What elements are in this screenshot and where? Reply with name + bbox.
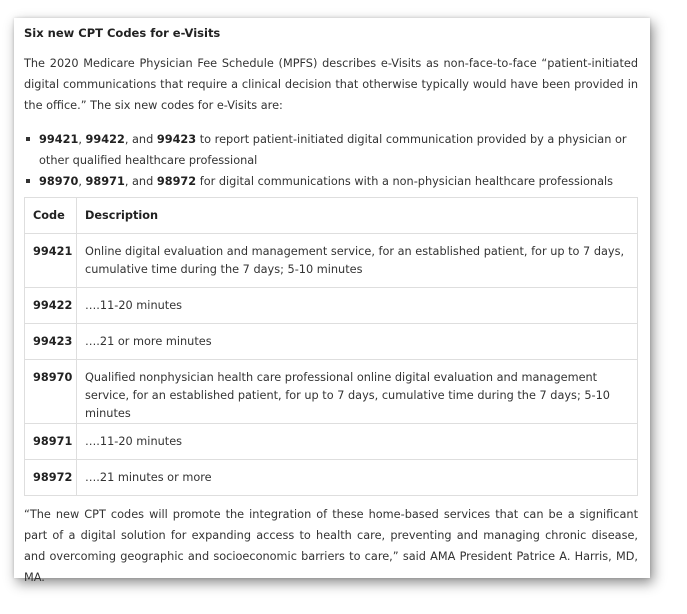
cpt-code: 98972 [156,175,197,188]
separator: , and [124,133,157,146]
header-code: Code [25,198,77,234]
separator: , and [124,175,157,188]
separator: , [78,175,86,188]
table-row [25,424,638,460]
row-code: 99421 [25,234,77,288]
table-row [25,288,638,324]
cpt-code: 98971 [85,175,125,188]
cpt-code: 99422 [85,133,125,146]
row-description: ….11-20 minutes [77,424,638,460]
list-item [39,129,638,171]
code-bullet-list [24,129,638,192]
row-code: 98972 [25,460,77,496]
cpt-code: 98970 [39,175,79,188]
table-row [25,234,638,288]
header-description: Description [77,198,638,234]
bullet-text: to report patient-initiated digital communication provided by a physician or other qualified healthcare professional [39,133,627,167]
article-card [14,18,650,584]
section-title: Six new CPT Codes for e-Visits [24,26,221,40]
row-description: ….21 or more minutes [77,324,638,360]
cpt-code: 99421 [39,133,79,146]
row-code: 98970 [25,360,77,424]
row-description: Qualified nonphysician health care professional online digital evaluation and management service, for an established patient, for up to 7 days, cumulative time during the 7 days; 5-10 minutes [77,360,638,424]
row-code: 98971 [25,424,77,460]
table-row [25,360,638,424]
article-content [24,24,638,588]
table-header-row [25,198,638,234]
table-row [25,324,638,360]
cpt-code-table [24,197,638,496]
row-description: ….11-20 minutes [77,288,638,324]
quote-paragraph: “The new CPT codes will promote the integration of these home-based services that can be a significant part of a digital solution for expanding access to health care, preventing and managing chronic disease, and overcoming geographic and socioeconomic barriers to care,” said AMA President Patrice A. Harris, MD, MA. [24,508,638,584]
intro-paragraph: The 2020 Medicare Physician Fee Schedule (MPFS) describes e-Visits as non-face-to-face “patient-initiated digital communications that require a clinical decision that otherwise typically would have been provided in the office.” The six new codes for e-Visits are: [24,57,638,112]
bullet-text: for digital communications with a non-physician healthcare professionals [196,175,614,188]
row-description: ….21 minutes or more [77,460,638,496]
row-description: Online digital evaluation and management service, for an established patient, for up to 7 days, cumulative time during the 7 days; 5-10 minutes [77,234,638,288]
row-code: 99422 [25,288,77,324]
row-code: 99423 [25,324,77,360]
table-row [25,460,638,496]
list-item [39,171,638,192]
separator: , [78,133,86,146]
cpt-code: 99423 [156,133,197,146]
